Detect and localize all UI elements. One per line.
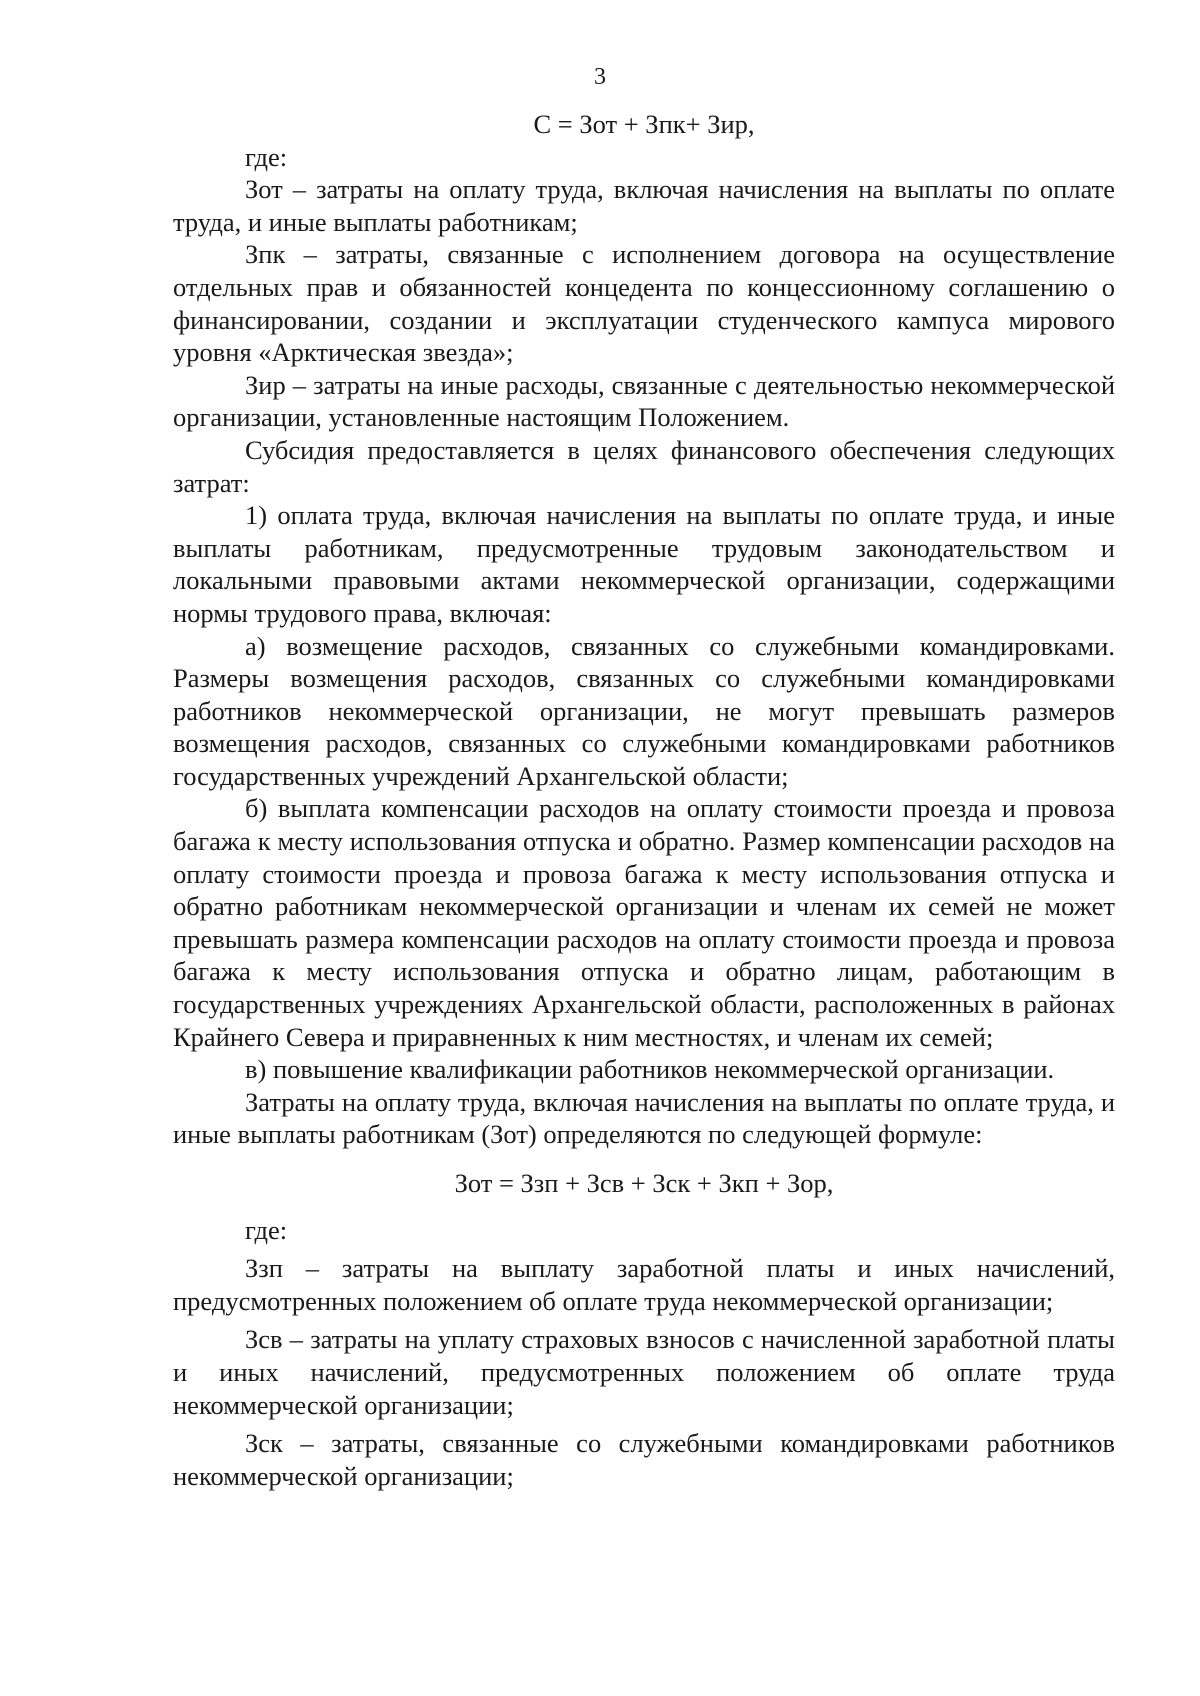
definition-zir: Зир – затраты на иные расходы, связанные с деятельностью некоммерческой организации, установленные настоящим Положением. <box>173 369 1115 433</box>
definition-zzp: Ззп – затраты на выплату заработной платы и иных начислений, предусмотренных положением об оплате труда некоммерческой организации; <box>173 1253 1115 1316</box>
where-label: где: <box>245 1214 288 1245</box>
where-label: где: <box>245 141 288 172</box>
list-item-b: б) выплата компенсации расходов на оплату стоимости проезда и провоза багажа к месту использования отпуска и обратно. Размер компенсации расходов на оплату стоимости проезда и провоза багажа к месту использования отпуска и обратно работникам некоммерческой организации и членам их семей не может превышать размера компенсации расходов на оплату стоимости проезда и провоза багажа к месту использования отпуска и обратно лицам, работающим в государственных учреждениях Архангельской области, расположенных в районах Крайнего Севера и приравненных к ним местностях, и членам их семей; <box>173 793 1115 1052</box>
list-item-1: 1) оплата труда, включая начисления на выплаты по оплате труда, и иные выплаты работникам, предусмотренные трудовым законодательством и локальными правовыми актами некоммерческой организации, содержащими нормы трудового права, включая: <box>173 500 1115 628</box>
list-item-v: в) повышение квалификации работников некоммерческой организации. <box>245 1054 1055 1085</box>
definition-zsk: Зск – затраты, связанные со служебными командировками работников некоммерческой организации; <box>173 1428 1115 1491</box>
formula-main: С = Зот + Зпк+ Зир, <box>533 109 755 139</box>
page-number: 3 <box>594 64 606 90</box>
list-item-a: а) возмещение расходов, связанных со служебными командировками. Размеры возмещения расходов, связанных со служебными командировками работников некоммерческой организации, не могут превышать размеров возмещения расходов, связанных со служебными командировками работников государственных учреждений Архангельской области; <box>173 630 1115 791</box>
document-body <box>173 108 1115 1492</box>
definition-zsv: Зсв – затраты на уплату страховых взносов с начисленной заработной платы и иных начислений, предусмотренных положением об оплате труда некоммерческой организации; <box>173 1324 1115 1420</box>
definition-zot: Зот – затраты на оплату труда, включая начисления на выплаты по оплате труда, и иные выплаты работникам; <box>173 174 1115 237</box>
subsidy-paragraph: Субсидия предоставляется в целях финансового обеспечения следующих затрат: <box>173 434 1115 498</box>
definition-zpk: Зпк – затраты, связанные с исполнением договора на осуществление отдельных прав и обязанностей концедента по концессионному соглашению о финансировании, создании и эксплуатации студенческого кампуса мирового уровня «Арктическая звезда»; <box>173 239 1115 368</box>
labor-costs-paragraph: Затраты на оплату труда, включая начисления на выплаты по оплате труда, и иные выплаты работникам (Зот) определяются по следующей формуле: <box>173 1086 1115 1150</box>
formula-zot: Зот = Ззп + Зсв + Зск + Зкп + Зор, <box>454 1168 834 1198</box>
